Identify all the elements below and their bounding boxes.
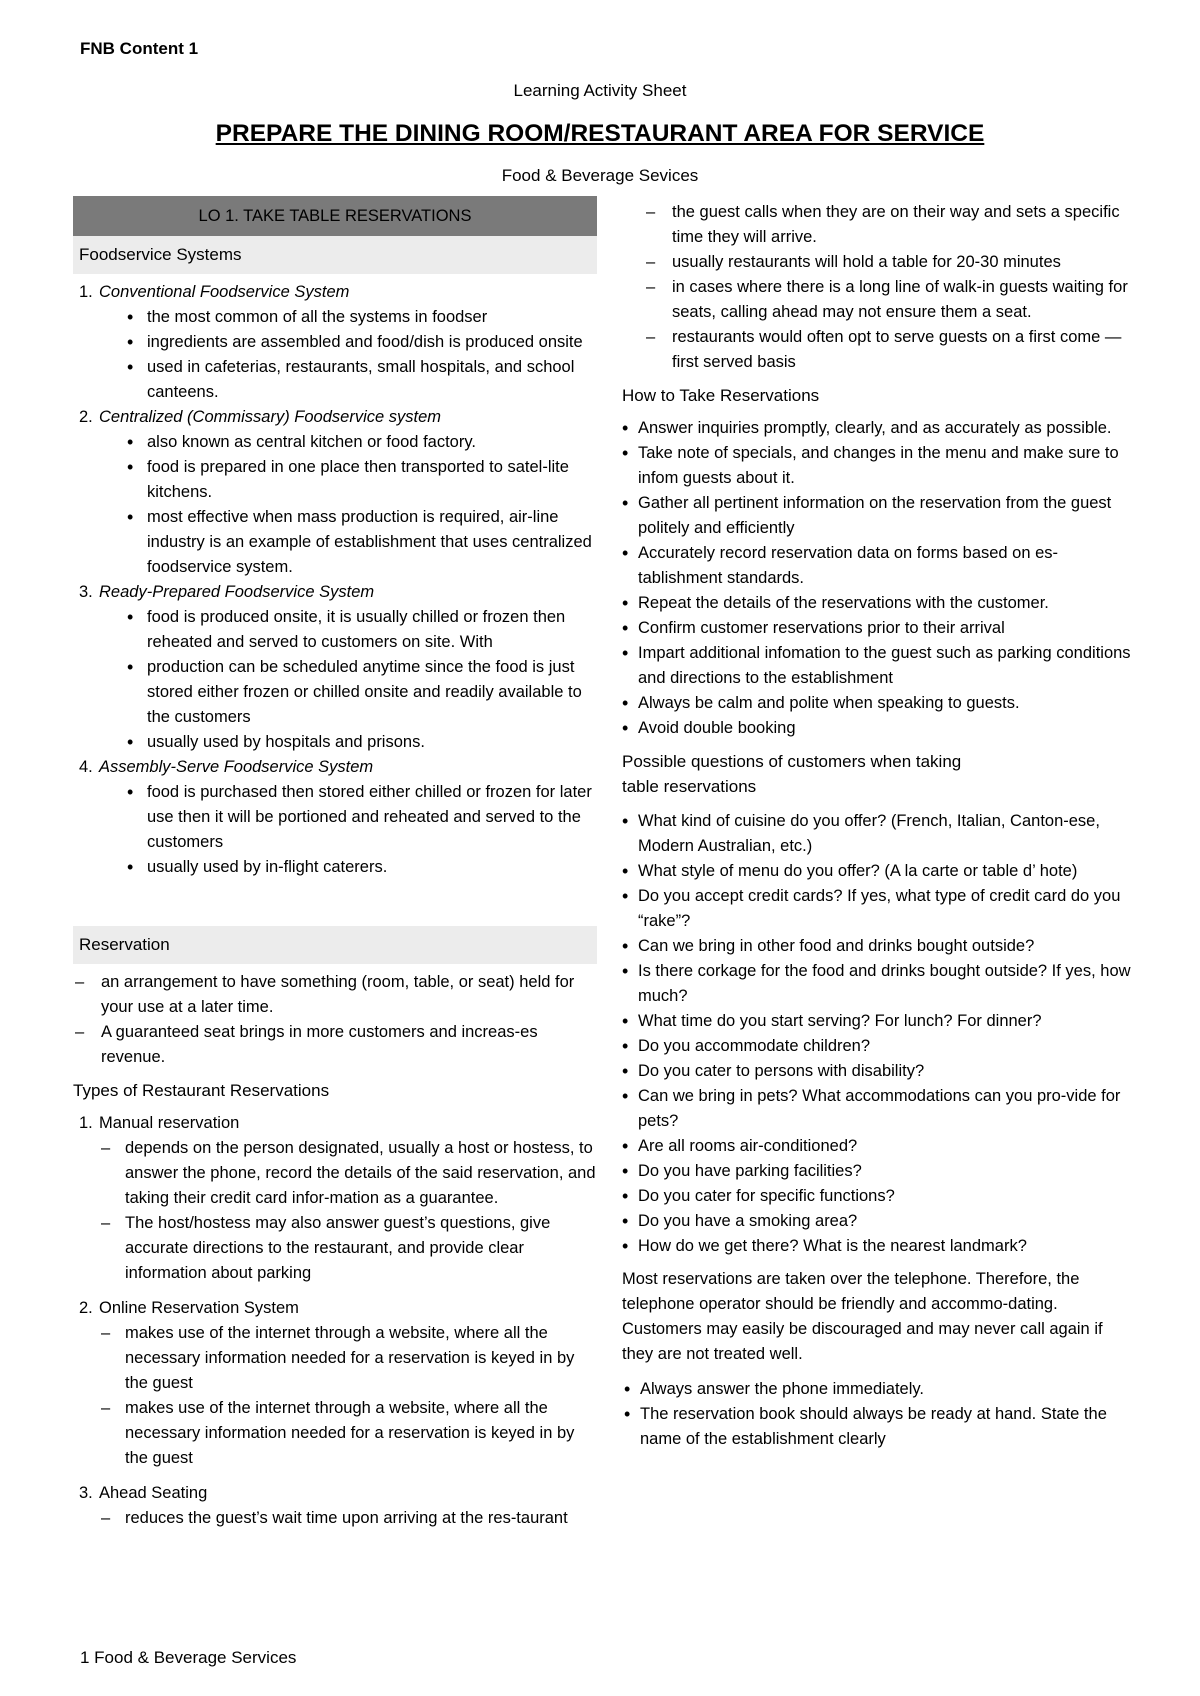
system-item xyxy=(73,405,597,580)
question-item: • Are all rooms air-conditioned? xyxy=(622,1134,1137,1159)
type-number: 1. xyxy=(79,1114,93,1132)
question-item: • Do you cater to persons with disability? xyxy=(622,1059,1137,1084)
question-item: • Do you accept credit cards? If yes, what type of credit card do you “rake”? xyxy=(622,884,1137,934)
question-item: • Do you have parking facilities? xyxy=(622,1159,1137,1184)
question-item: • Can we bring in pets? What accommodations can you pro-vide for pets? xyxy=(622,1084,1137,1134)
how-to-point: • Answer inquiries promptly, clearly, and as accurately as possible. xyxy=(622,416,1137,441)
how-to-heading: How to Take Reservations xyxy=(622,386,820,405)
how-to-point: • Accurately record reservation data on forms based on es-tablishment standards. xyxy=(622,541,1137,591)
system-title: Conventional Foodservice System xyxy=(99,283,350,301)
system-point: • most effective when mass production is required, air-line industry is an example of establishment that uses centralized foodservice system. xyxy=(123,505,597,580)
question-item: • Do you accommodate children? xyxy=(622,1034,1137,1059)
reservation-definition-list xyxy=(73,970,597,1070)
page-footer: 1 Food & Beverage Services xyxy=(80,1648,297,1667)
how-to-point: • Confirm customer reservations prior to their arrival xyxy=(622,616,1137,641)
how-to-point: • Repeat the details of the reservations with the customer. xyxy=(622,591,1137,616)
ahead-point: – restaurants would often opt to serve guests on a first come — first served basis xyxy=(646,325,1137,375)
how-to-point: • Impart additional infomation to the guest such as parking conditions and directions to the establishment xyxy=(622,641,1137,691)
type-number: 2. xyxy=(79,1299,93,1317)
document-subtitle: Learning Activity Sheet xyxy=(513,81,687,100)
system-title: Centralized (Commissary) Foodservice system xyxy=(99,408,441,426)
type-number: 3. xyxy=(79,1484,93,1502)
question-item: • Do you have a smoking area? xyxy=(622,1209,1137,1234)
phone-tips-list xyxy=(622,1377,1137,1452)
system-point: • production can be scheduled anytime since the food is just stored either frozen or chilled onsite and readily available to the customers xyxy=(123,655,597,730)
system-number: 2. xyxy=(79,408,93,426)
ahead-seating-points xyxy=(622,200,1137,375)
document-header-label: FNB Content 1 xyxy=(80,39,199,58)
document-title: PREPARE THE DINING ROOM/RESTAURANT AREA FOR SERVICE xyxy=(215,120,985,147)
ahead-point: – in cases where there is a long line of walk-in guests waiting for seats, calling ahead may not ensure them a seat. xyxy=(646,275,1137,325)
system-point: • food is prepared in one place then transported to satel-lite kitchens. xyxy=(123,455,597,505)
questions-heading xyxy=(622,749,1137,799)
system-point: • usually used by hospitals and prisons. xyxy=(123,730,597,755)
types-heading: Types of Restaurant Reservations xyxy=(73,1081,330,1100)
questions-list xyxy=(622,809,1137,1259)
foodservice-systems-list xyxy=(73,280,597,880)
system-item xyxy=(73,755,597,880)
type-point: – reduces the guest’s wait time upon arriving at the res-taurant xyxy=(99,1506,597,1531)
type-title: Manual reservation xyxy=(99,1114,240,1132)
question-item: • Is there corkage for the food and drinks bought outside? If yes, how much? xyxy=(622,959,1137,1009)
document-course-name: Food & Beverage Sevices xyxy=(501,166,699,185)
question-item: • What style of menu do you offer? (A la carte or table d’ hote) xyxy=(622,859,1137,884)
system-point: • food is purchased then stored either chilled or frozen for later use then it will be portioned and reheated and served to the customers xyxy=(123,780,597,855)
question-item: • What kind of cuisine do you offer? (French, Italian, Canton-ese, Modern Australian, etc.) xyxy=(622,809,1137,859)
system-point: • also known as central kitchen or food factory. xyxy=(123,430,597,455)
reservation-types-list xyxy=(73,1111,597,1531)
type-point: – makes use of the internet through a website, where all the necessary information needed for a reservation is keyed in by the guest xyxy=(99,1321,597,1396)
how-to-point: • Always be calm and polite when speaking to guests. xyxy=(622,691,1137,716)
how-to-point: • Gather all pertinent information on the reservation from the guest politely and efficiently xyxy=(622,491,1137,541)
how-to-list xyxy=(622,416,1137,741)
phone-tip: • The reservation book should always be ready at hand. State the name of the establishment clearly xyxy=(622,1402,1137,1452)
section-heading-foodservice: Foodservice Systems xyxy=(73,236,597,274)
question-item: • Can we bring in other food and drinks bought outside? xyxy=(622,934,1137,959)
type-item xyxy=(73,1111,597,1286)
right-column xyxy=(622,200,1137,1452)
section-heading-reservation: Reservation xyxy=(73,926,597,964)
system-number: 3. xyxy=(79,583,93,601)
reservation-point: – A guaranteed seat brings in more customers and increas-es revenue. xyxy=(73,1020,597,1070)
questions-heading-line: table reservations xyxy=(622,777,757,796)
type-point: – The host/hostess may also answer guest’s questions, give accurate directions to the restaurant, and provide clear information about parking xyxy=(99,1211,597,1286)
system-item xyxy=(73,280,597,405)
system-title: Ready-Prepared Foodservice System xyxy=(99,583,375,601)
system-number: 4. xyxy=(79,758,93,776)
left-column xyxy=(73,196,597,1531)
type-point: – depends on the person designated, usually a host or hostess, to answer the phone, record the details of the said reservation, and taking their credit card infor-mation as a guarantee. xyxy=(99,1136,597,1211)
system-number: 1. xyxy=(79,283,93,301)
system-point: • the most common of all the systems in foodser xyxy=(123,305,597,330)
question-item: • Do you cater for specific functions? xyxy=(622,1184,1137,1209)
questions-heading-line: Possible questions of customers when taking xyxy=(622,752,962,771)
closing-paragraph: Most reservations are taken over the telephone. Therefore, the telephone operator should be friendly and accommo-dating. Customers may easily be discouraged and may never call again if they are not treated well. xyxy=(622,1270,1103,1363)
type-item xyxy=(73,1296,597,1471)
system-point: • food is produced onsite, it is usually chilled or frozen then reheated and served to customers on site. With xyxy=(123,605,597,655)
system-point: • usually used by in-flight caterers. xyxy=(123,855,597,880)
ahead-point: – the guest calls when they are on their way and sets a specific time they will arrive. xyxy=(646,200,1137,250)
system-item xyxy=(73,580,597,755)
ahead-point: – usually restaurants will hold a table for 20-30 minutes xyxy=(646,250,1137,275)
learning-outcome-bar: LO 1. TAKE TABLE RESERVATIONS xyxy=(73,196,597,236)
question-item: • How do we get there? What is the nearest landmark? xyxy=(622,1234,1137,1259)
type-item xyxy=(73,1481,597,1531)
how-to-point: • Take note of specials, and changes in the menu and make sure to infom guests about it. xyxy=(622,441,1137,491)
reservation-point: – an arrangement to have something (room, table, or seat) held for your use at a later time. xyxy=(73,970,597,1020)
system-title: Assembly-Serve Foodservice System xyxy=(99,758,374,776)
system-point: • used in cafeterias, restaurants, small hospitals, and school canteens. xyxy=(123,355,597,405)
how-to-point: • Avoid double booking xyxy=(622,716,1137,741)
system-point: • ingredients are assembled and food/dish is produced onsite xyxy=(123,330,597,355)
phone-tip: • Always answer the phone immediately. xyxy=(622,1377,1137,1402)
question-item: • What time do you start serving? For lunch? For dinner? xyxy=(622,1009,1137,1034)
type-title: Ahead Seating xyxy=(99,1484,208,1502)
type-point: – makes use of the internet through a website, where all the necessary information needed for a reservation is keyed in by the guest xyxy=(99,1396,597,1471)
type-title: Online Reservation System xyxy=(99,1299,299,1317)
